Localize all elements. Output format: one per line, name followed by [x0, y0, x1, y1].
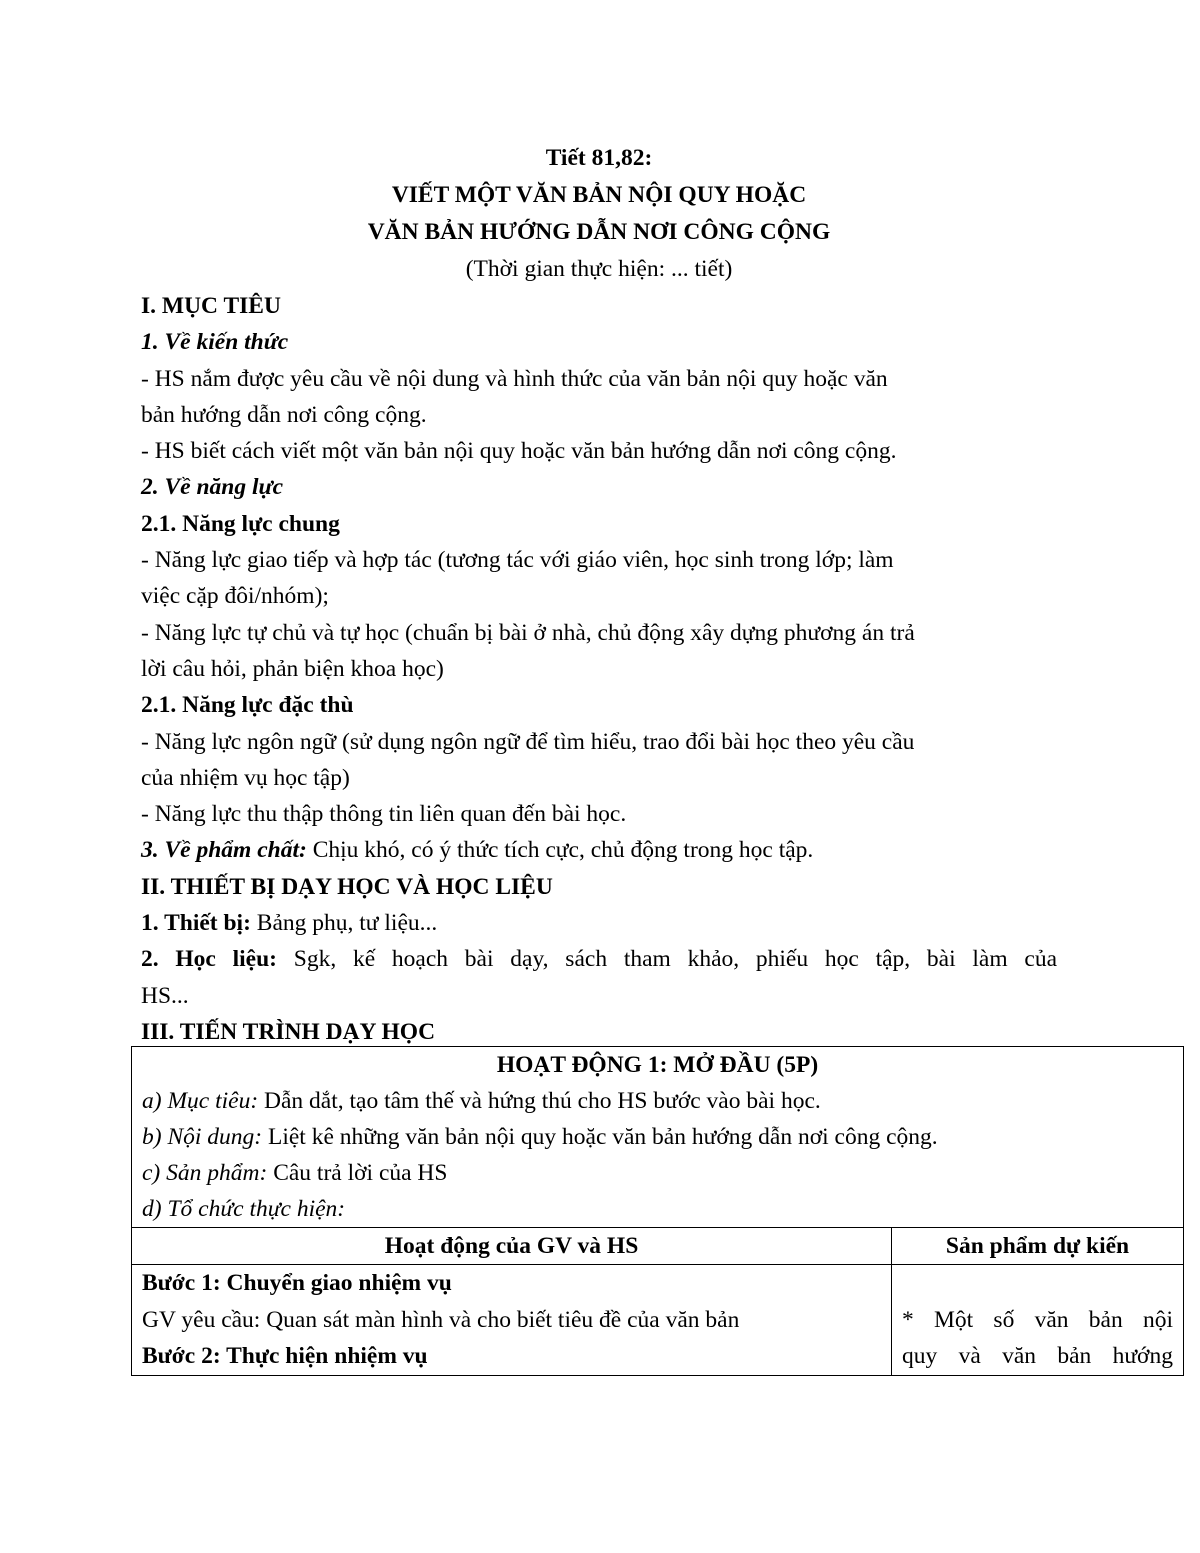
activity-goal-text: Dẫn dắt, tạo tâm thế và hứng thú cho HS bước vào bài học.: [258, 1088, 821, 1114]
general-competence-line-3: - Năng lực tự chủ và tự học (chuẩn bị bài ở nhà, chủ động xây dựng phương án trả: [141, 619, 915, 646]
gv-request: GV yêu cầu: Quan sát màn hình và cho biết tiêu đề của văn bản: [142, 1306, 740, 1333]
activity-1-header: [132, 1047, 1183, 1227]
lesson-title-line-2: VĂN BẢN HƯỚNG DẪN NƠI CÔNG CỘNG: [367, 219, 831, 245]
materials-label: 2. Học liệu:: [141, 946, 277, 973]
specific-competence-line-1: - Năng lực ngôn ngữ (sử dụng ngôn ngữ để tìm hiểu, trao đổi bài học theo yêu cầu: [141, 728, 915, 755]
activity-content-label: b) Nội dung:: [142, 1124, 263, 1150]
materials-continued: HS...: [141, 982, 189, 1009]
step-1: Bước 1: Chuyển giao nhiệm vụ: [142, 1270, 452, 1296]
activity-organization-label: d) Tổ chức thực hiện:: [142, 1196, 346, 1222]
inner-table-header-row: [132, 1227, 1183, 1264]
activities-cell: [132, 1265, 892, 1375]
equipment-text: Bảng phụ, tư liệu...: [250, 910, 438, 937]
lesson-title-line-1: VIẾT MỘT VĂN BẢN NỘI QUY HOẶC: [391, 182, 807, 208]
product-line-1: * Một số văn bản nội: [902, 1306, 1173, 1333]
section-1-heading: I. MỤC TIÊU: [141, 293, 281, 319]
activity-goal: [142, 1083, 1173, 1119]
equipment-label: 1. Thiết bị:: [141, 910, 251, 937]
activity-content: [142, 1119, 1173, 1155]
products-spacer: [902, 1265, 1173, 1302]
competence-heading: 2. Về năng lực: [141, 474, 284, 501]
specific-competence-line-3: - Năng lực thu thập thông tin liên quan đến bài học.: [141, 801, 627, 828]
general-competence-line-4: lời câu hỏi, phản biện khoa học): [141, 655, 444, 682]
activity-content-text: Liệt kê những văn bản nội quy hoặc văn bản hướng dẫn nơi công cộng.: [262, 1124, 938, 1150]
column-header-activities: Hoạt động của GV và HS: [132, 1228, 892, 1264]
activity-product: [142, 1155, 1173, 1191]
section-2-heading: II. THIẾT BỊ DẠY HỌC VÀ HỌC LIỆU: [141, 873, 553, 900]
activity-product-label: c) Sản phẩm:: [142, 1160, 268, 1186]
section-3-heading: III. TIẾN TRÌNH DẠY HỌC: [141, 1018, 436, 1045]
step-2: Bước 2: Thực hiện nhiệm vụ: [142, 1343, 428, 1369]
quality-paragraph: [141, 832, 1057, 868]
activity-1-table: [131, 1046, 1184, 1375]
knowledge-heading: 1. Về kiến thức: [141, 329, 289, 356]
product-line-2: quy và văn bản hướng: [902, 1343, 1173, 1369]
products-cell: [892, 1265, 1183, 1375]
activity-product-text: Câu trả lời của HS: [267, 1160, 448, 1186]
knowledge-line-2: bản hướng dẫn nơi công cộng.: [141, 401, 427, 428]
lesson-number: Tiết 81,82:: [545, 145, 653, 171]
general-competence-heading: 2.1. Năng lực chung: [141, 510, 340, 537]
materials-paragraph: [141, 941, 1057, 977]
general-competence-line-2: việc cặp đôi/nhóm);: [141, 583, 329, 610]
inner-table-body-row: [132, 1264, 1183, 1375]
document-page: [141, 140, 1057, 1050]
quality-label: 3. Về phẩm chất:: [141, 837, 307, 864]
table-bottom-border: [131, 1375, 1184, 1376]
specific-competence-heading: 2.1. Năng lực đặc thù: [141, 692, 354, 719]
title-block: [141, 140, 1057, 288]
general-competence-line-1: - Năng lực giao tiếp và hợp tác (tương tác với giáo viên, học sinh trong lớp; làm: [141, 547, 894, 574]
knowledge-line-1: - HS nắm được yêu cầu về nội dung và hình thức của văn bản nội quy hoặc văn: [141, 365, 888, 392]
activity-1-title: HOẠT ĐỘNG 1: MỞ ĐẦU (5P): [496, 1052, 819, 1078]
activity-goal-label: a) Mục tiêu:: [142, 1088, 259, 1114]
lesson-duration: (Thời gian thực hiện: ... tiết): [465, 256, 733, 282]
specific-competence-line-2: của nhiệm vụ học tập): [141, 764, 350, 791]
quality-text: Chịu khó, có ý thức tích cực, chủ động trong học tập.: [306, 837, 814, 864]
column-header-products: Sản phẩm dự kiến: [945, 1233, 1130, 1259]
knowledge-line-3: - HS biết cách viết một văn bản nội quy hoặc văn bản hướng dẫn nơi công cộng.: [141, 438, 897, 465]
materials-text: Sgk, kế hoạch bài dạy, sách tham khảo, phiếu học tập, bài làm của: [277, 946, 1057, 973]
equipment-paragraph: [141, 905, 1057, 941]
